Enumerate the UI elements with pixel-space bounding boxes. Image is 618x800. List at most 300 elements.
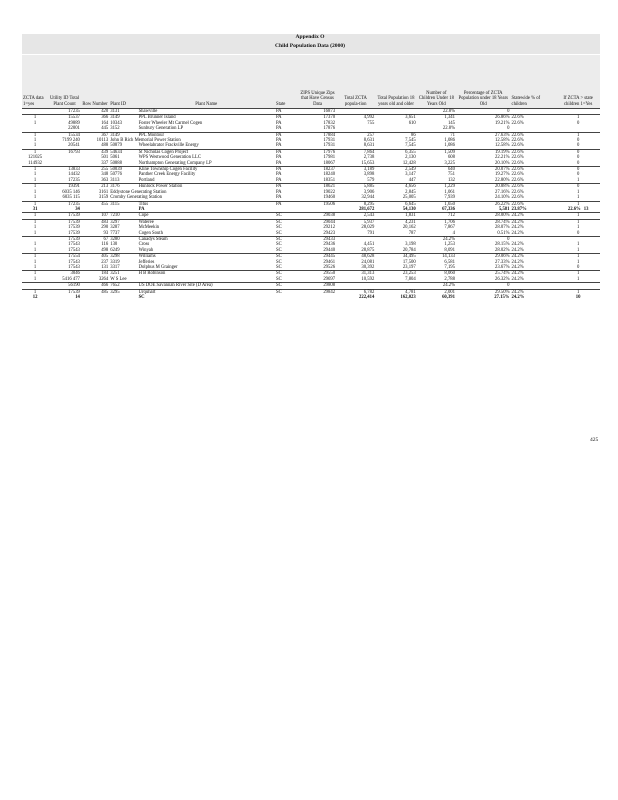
table-cell: 3287 [110, 225, 120, 231]
table-cell: 20.10% [495, 160, 510, 166]
col-header: Percentage of ZCTA Population under 18 Years Old [456, 55, 511, 109]
table-cell: 1 [33, 264, 37, 270]
table-cell [299, 295, 336, 300]
table-cell: 24.2% [417, 236, 456, 242]
table-cell: 8,295 [336, 201, 375, 207]
table-cell: 23,253 [375, 271, 416, 277]
table-cell: 6,581 [444, 259, 455, 265]
table-cell: 27.16% [495, 189, 510, 195]
table-cell: 3298 [109, 254, 137, 260]
table-cell: 30,392 [361, 264, 375, 270]
table-cell: 17539 [68, 225, 80, 231]
table-cell: 20.07% [456, 167, 511, 173]
table-cell: 6,782 [336, 289, 375, 295]
table-cell: 257 [336, 132, 375, 138]
table-cell: Wateree [138, 219, 275, 225]
table-cell: 49889 [68, 120, 80, 126]
table-cell: 17235 [48, 201, 81, 207]
table-cell: SC [275, 283, 299, 289]
table-cell: 8,631 [363, 138, 375, 144]
table-cell: 483 [81, 219, 109, 225]
table-cell: 29808 [299, 283, 336, 289]
table-cell: 54634 [109, 149, 137, 155]
table-cell: 7210 [109, 213, 137, 219]
table-cell: Hunlock Power Station [138, 184, 275, 190]
table-cell: 34,495 [375, 254, 416, 260]
table-cell: 8,091 [444, 247, 455, 253]
col-header: Number of Children Under 18 Years Old [417, 55, 456, 109]
table-cell: 1 [33, 138, 37, 144]
table-cell: 17876 [323, 126, 336, 132]
table-cell: 24.2% [510, 254, 556, 260]
table-cell: 3251 [109, 271, 137, 277]
table-cell: 22.6% [511, 143, 524, 149]
table-cell: 1 [33, 225, 37, 231]
table-cell: 0 [456, 283, 511, 289]
table-cell: SC [275, 225, 282, 231]
table-cell: Jefferies [138, 259, 155, 265]
table-cell: 24.2% [511, 276, 524, 282]
table-cell: 24.2% [417, 283, 456, 289]
table-cell: 23.87% [511, 206, 527, 212]
table-cell: 7,545 [405, 138, 416, 144]
table-cell: PA [138, 206, 145, 212]
table-cell: 1 [576, 259, 580, 265]
table-cell: 4 [452, 230, 455, 236]
table-cell: 15534 [48, 132, 81, 138]
table-cell: 60,391 [442, 295, 455, 300]
table-cell: 3295 [109, 289, 137, 295]
appendix-title: Appendix O [295, 34, 325, 40]
table-cell: 24.2% [511, 230, 524, 236]
table-cell: 50776 [110, 172, 122, 178]
table-cell: 1 [33, 259, 37, 265]
table-cell: Wheelabrator Frackville Energy [138, 143, 199, 149]
table-cell: 0 [576, 230, 580, 236]
table-cell: 24.2% [510, 213, 556, 219]
table-cell: W S Lee [110, 276, 127, 282]
table-cell: PA [275, 201, 299, 207]
table-cell: 8,631 [363, 143, 375, 149]
table-cell: 0 [576, 172, 580, 178]
table-cell: 22.6% [510, 115, 556, 121]
table-cell: 3131 [109, 109, 137, 115]
table-cell: 17931 [323, 143, 336, 149]
table-cell: 2,130 [405, 155, 416, 161]
table-cell: PA [275, 143, 282, 149]
table-cell: McMeekin [138, 225, 160, 231]
table-cell: 22.21% [495, 155, 510, 161]
table-cell: 22.8% [417, 109, 456, 115]
table-cell: SC [275, 247, 282, 253]
table-cell: 24.2% [511, 259, 524, 265]
table-cell: 17235 [68, 177, 80, 183]
table-cell: 751 [447, 172, 455, 178]
col-header: ZCTA data 1=yes [22, 55, 48, 109]
child-population-table [22, 55, 600, 300]
table-cell: 4,781 [375, 289, 416, 295]
table-cell: 6,355 [375, 149, 416, 155]
table-cell: 3149 [109, 132, 137, 138]
table-cell: WPS Westwood Generation LLC [138, 155, 201, 161]
table-cell: 28.07% [495, 225, 510, 231]
page-number: 425 [590, 437, 599, 443]
table-cell: 17981 [323, 155, 336, 161]
table-cell: 6249 [110, 247, 120, 253]
table-cell: St Nicholas Cogen Project [138, 149, 275, 155]
table-cell: 2,845 [405, 189, 416, 195]
table-cell: 12.58% [495, 143, 510, 149]
table-cell: 608 [447, 155, 455, 161]
table-cell: 24.2% [511, 225, 524, 231]
table-cell: 184 [81, 271, 109, 277]
table-cell: 7,939 [444, 195, 455, 201]
table-cell: Portland [138, 177, 155, 183]
table-cell: PA [275, 167, 299, 173]
table-cell: 1 [33, 195, 37, 201]
header-row [22, 55, 600, 109]
table-cell: 1 [556, 201, 600, 207]
table-cell: PA [275, 155, 282, 161]
table-cell: SC [275, 230, 282, 236]
table-cell: 17370 [299, 115, 336, 121]
table-cell: 67,336 [442, 206, 455, 212]
table-cell: SC [275, 236, 299, 242]
table-cell: 3317 [110, 264, 120, 270]
table-cell: 8,060 [417, 271, 456, 277]
table-cell: Urquhart [138, 289, 275, 295]
table-cell: 17539 [68, 230, 80, 236]
table-cell: 22.6% [511, 177, 524, 183]
table-cell: 19.19% [456, 149, 511, 155]
table-cell: 20.88% [456, 184, 511, 190]
table-cell: 34 [75, 206, 80, 212]
table-cell: SC [275, 213, 299, 219]
table-cell: 2,738 [363, 155, 375, 161]
table-cell: 19391 [48, 184, 81, 190]
table-cell: 0 [556, 184, 600, 190]
table-cell: SC [275, 264, 282, 270]
table-cell: 4,656 [375, 184, 416, 190]
table-cell: Northampton Generating Company LP [138, 160, 212, 166]
table-cell: 24.2% [511, 247, 524, 253]
table-cell: 50879 [110, 143, 122, 149]
table-cell: SC [275, 276, 282, 282]
table-cell-extra: 13 [583, 206, 589, 212]
table-cell: PA [275, 177, 282, 183]
table-cell: 7199 240 [62, 138, 80, 144]
table-cell: 29.06% [456, 254, 511, 260]
table-cell: 22.8% [442, 126, 455, 132]
table-cell: 17884 [299, 132, 336, 138]
table-cell: 1 [556, 271, 600, 277]
table-cell: 5061 [110, 155, 120, 161]
table-cell: 405 [81, 254, 109, 260]
table-cell: 0 [507, 126, 510, 132]
table-cell: 0 [576, 160, 580, 166]
table-cell: 121025 [28, 155, 43, 161]
table-cell: 16793 [48, 149, 81, 155]
table-cell: 10 [575, 295, 581, 300]
col-header: Plant ID [109, 55, 137, 109]
table-cell: 31,313 [336, 271, 375, 277]
table-cell: 22.6% [511, 155, 524, 161]
table-cell: 22.6% [511, 120, 524, 126]
table-cell: 20,162 [402, 225, 416, 231]
table-cell: 1 [22, 289, 48, 295]
table-cell: 17539 [48, 289, 81, 295]
table-cell: 23.67% [495, 264, 510, 270]
table-cell: 17543 [68, 247, 80, 253]
table-cell: 86 [375, 132, 416, 138]
table-cell: Dolphus M Grainger [138, 264, 178, 270]
table-cell: 7,804 [405, 276, 416, 282]
table-cell: 363 [101, 177, 109, 183]
table-cell: 29697 [323, 276, 336, 282]
table-cell: 1 [33, 189, 37, 195]
table-cell: 29433 [299, 236, 336, 242]
table-cell: 5,885 [336, 184, 375, 190]
col-header: If ZCTA > state children 1=Yes [556, 55, 600, 109]
table-cell: 4,231 [375, 219, 416, 225]
table-cell: 22.6% [510, 132, 556, 138]
table-cell: 1,253 [444, 242, 455, 248]
table-cell: 1 [22, 115, 48, 121]
table-cell: 28.00% [456, 213, 511, 219]
table-cell [81, 295, 109, 300]
table-cell: 755 [367, 120, 375, 126]
table-cell: 20,784 [402, 247, 416, 253]
table-cell: 1 [556, 254, 600, 260]
table-cell: 348 [101, 172, 109, 178]
table-cell: 3,189 [336, 167, 375, 173]
table-cell: 213 [81, 184, 109, 190]
table-cell: 114932 [28, 160, 43, 166]
table-cell: 1,086 [444, 138, 455, 144]
table-cell: 420 [81, 109, 109, 115]
table-cell: 0 [576, 143, 580, 149]
table-cell: 1,061 [444, 189, 455, 195]
table-cell: 17539 [48, 219, 81, 225]
table-cell: 439 [81, 149, 109, 155]
table-cell: 1 [576, 189, 580, 195]
table-cell: 1 [576, 195, 580, 201]
table-cell: 15537 [48, 115, 81, 121]
col-header: Plant Name [138, 55, 275, 109]
table-cell: 18621 [299, 184, 336, 190]
table-cell: 3161 [98, 189, 109, 195]
table-cell: 10113 [96, 138, 109, 144]
table-cell: 27.33% [495, 259, 510, 265]
table-cell: 17,500 [402, 259, 416, 265]
table-cell: Cross [138, 242, 150, 248]
table-cell [109, 295, 137, 300]
table-cell: PA [275, 120, 282, 126]
table-cell: 0 [576, 138, 580, 144]
table-cell: 29445 [299, 254, 336, 260]
table-cell: 3319 [110, 259, 120, 265]
table-cell: 19022 [323, 189, 336, 195]
table-row [22, 295, 600, 300]
table-cell: 3,898 [363, 172, 375, 178]
table-cell: 1 [576, 242, 580, 248]
table-cell: 19460 [323, 195, 336, 201]
table-cell: 22.6% [510, 184, 556, 190]
table-cell: 1,509 [417, 149, 456, 155]
table-cell: 24.2% [510, 219, 556, 225]
table-cell: 29044 [299, 219, 336, 225]
table-cell: 1 [22, 213, 48, 219]
table-cell: H B Robinson [138, 271, 275, 277]
table-cell: US DOE Savannah River Site (D Area) [138, 283, 275, 289]
table-cell: 29436 [323, 242, 336, 248]
table-cell: Cope [138, 213, 275, 219]
table-cell: 3159 [98, 195, 109, 201]
table-cell: 4,992 [336, 115, 375, 121]
table-cell: 237 [101, 259, 109, 265]
table-cell: PA [275, 149, 299, 155]
table-cell: 0 [556, 167, 600, 173]
table-cell: 1 [22, 254, 48, 260]
table-cell: 24.2% [510, 271, 556, 277]
table-cell: 6035 146 [62, 189, 80, 195]
table-cell: 29.50% [456, 289, 511, 295]
table-cell: 7,545 [405, 143, 416, 149]
col-header: Statewide % of children [510, 55, 556, 109]
table-cell: 1 [22, 149, 48, 155]
table-cell: 50039 [109, 167, 137, 173]
table-cell: 29842 [299, 289, 336, 295]
table-cell: 22001 [68, 126, 80, 132]
table-cell: 445 [101, 126, 109, 132]
table-cell: 18351 [323, 177, 336, 183]
table-cell: 24.2% [511, 242, 524, 248]
table-cell: Winyah [138, 247, 154, 253]
table-cell: 290 [101, 225, 109, 231]
table-title: Child Population Data (2000) [274, 43, 346, 49]
table-cell: 1 [576, 276, 580, 282]
table-cell: 13833 [48, 167, 81, 173]
table-cell: 25,005 [402, 195, 416, 201]
table-cell: 791 [367, 230, 375, 236]
table-cell: 501 [101, 155, 109, 161]
table-cell: 25.74% [456, 271, 511, 277]
table-cell: 1 [33, 242, 37, 248]
table-cell: PA [275, 115, 299, 121]
table-cell: 0 [556, 149, 600, 155]
table-cell: 17976 [299, 149, 336, 155]
table-cell: 130 [110, 242, 118, 248]
table-cell: 22.6% [511, 138, 524, 144]
table-cell: 29550 [299, 271, 336, 277]
table-cell: 22.6% [511, 172, 524, 178]
table-cell: 488 [101, 143, 109, 149]
table-cell: 2,001 [417, 289, 456, 295]
table-cell: 1,086 [444, 143, 455, 149]
table-cell: 7,195 [444, 264, 455, 270]
table-cell: 6,645 [375, 201, 416, 207]
table-cell: 26.32% [495, 276, 510, 282]
table-cell: 1 [22, 167, 48, 173]
table-cell: 712 [417, 213, 456, 219]
table-cell: 17539 [48, 236, 81, 242]
table-cell: 27.63% [456, 132, 511, 138]
table-cell: 32,944 [361, 195, 375, 201]
table-cell: 1 [33, 247, 37, 253]
table-cell: 3113 [110, 177, 120, 183]
table-cell: 28,875 [361, 247, 375, 253]
table-cell: 1 [22, 132, 48, 138]
table-cell: 3046 [48, 271, 81, 277]
table-cell: 485 [81, 289, 109, 295]
table-cell: 29526 [323, 264, 336, 270]
table-cell: 447 [408, 177, 416, 183]
table-cell: 2,788 [444, 276, 455, 282]
table-cell: 1 [22, 184, 48, 190]
table-cell: 29423 [323, 230, 336, 236]
table-cell: 18237 [299, 167, 336, 173]
table-cell: 1,229 [417, 184, 456, 190]
table-cell: SC [138, 295, 145, 300]
table-cell: 1 [556, 132, 600, 138]
table-cell: 6035 115 [62, 195, 80, 201]
table-cell: 28,029 [361, 225, 375, 231]
table-cell: 1 [576, 247, 580, 253]
table-cell: 12 [32, 295, 38, 300]
table-cell: 12.58% [495, 138, 510, 144]
table-cell: 3176 [109, 184, 137, 190]
table-cell: 18067 [323, 160, 336, 166]
table-cell: PA [275, 132, 299, 138]
table-cell: 3,906 [363, 189, 375, 195]
table-cell: 22.6% [511, 195, 524, 201]
table-cell: 26.86% [456, 115, 511, 121]
table-cell: 7,867 [444, 225, 455, 231]
table-cell: 1 [556, 289, 600, 295]
table-cell: 787 [408, 230, 416, 236]
col-header: Total ZCTA popula-tion [336, 55, 375, 109]
table-cell: 26.22% [456, 201, 511, 207]
table-cell: 1 [576, 177, 580, 183]
table-cell: 1,341 [417, 115, 456, 121]
table-cell: 22.6% [510, 149, 556, 155]
table-cell: 3149 [109, 115, 137, 121]
table-cell: 71 [417, 132, 456, 138]
col-header: Total Population 18 years old and older [375, 55, 416, 109]
table-cell: 0 [456, 109, 511, 115]
table-cell: 1 [33, 120, 37, 126]
table-cell: 2,549 [375, 167, 416, 173]
table-body [22, 109, 600, 301]
table-cell: 31 [32, 206, 38, 212]
table-cell: 14432 [68, 172, 80, 178]
table-cell: 48,628 [336, 254, 375, 260]
table-cell: 7737 [110, 230, 120, 236]
table-cell: 23,197 [402, 264, 416, 270]
table-cell: 455 [81, 201, 109, 207]
table-cell: 20541 [68, 143, 80, 149]
table-cell: 12,428 [402, 160, 416, 166]
table-cell: PA [275, 109, 299, 115]
table-cell: 28.15% [495, 242, 510, 248]
table-cell: 5416 477 [62, 276, 80, 282]
table-cell: PA [275, 189, 282, 195]
table-cell: PA [275, 195, 282, 201]
table-cell: 3115 [109, 201, 137, 207]
table-cell: 29461 [323, 259, 336, 265]
table-cell: Eddystone Generating Station [110, 189, 167, 195]
table-cell: 28.02% [495, 247, 510, 253]
